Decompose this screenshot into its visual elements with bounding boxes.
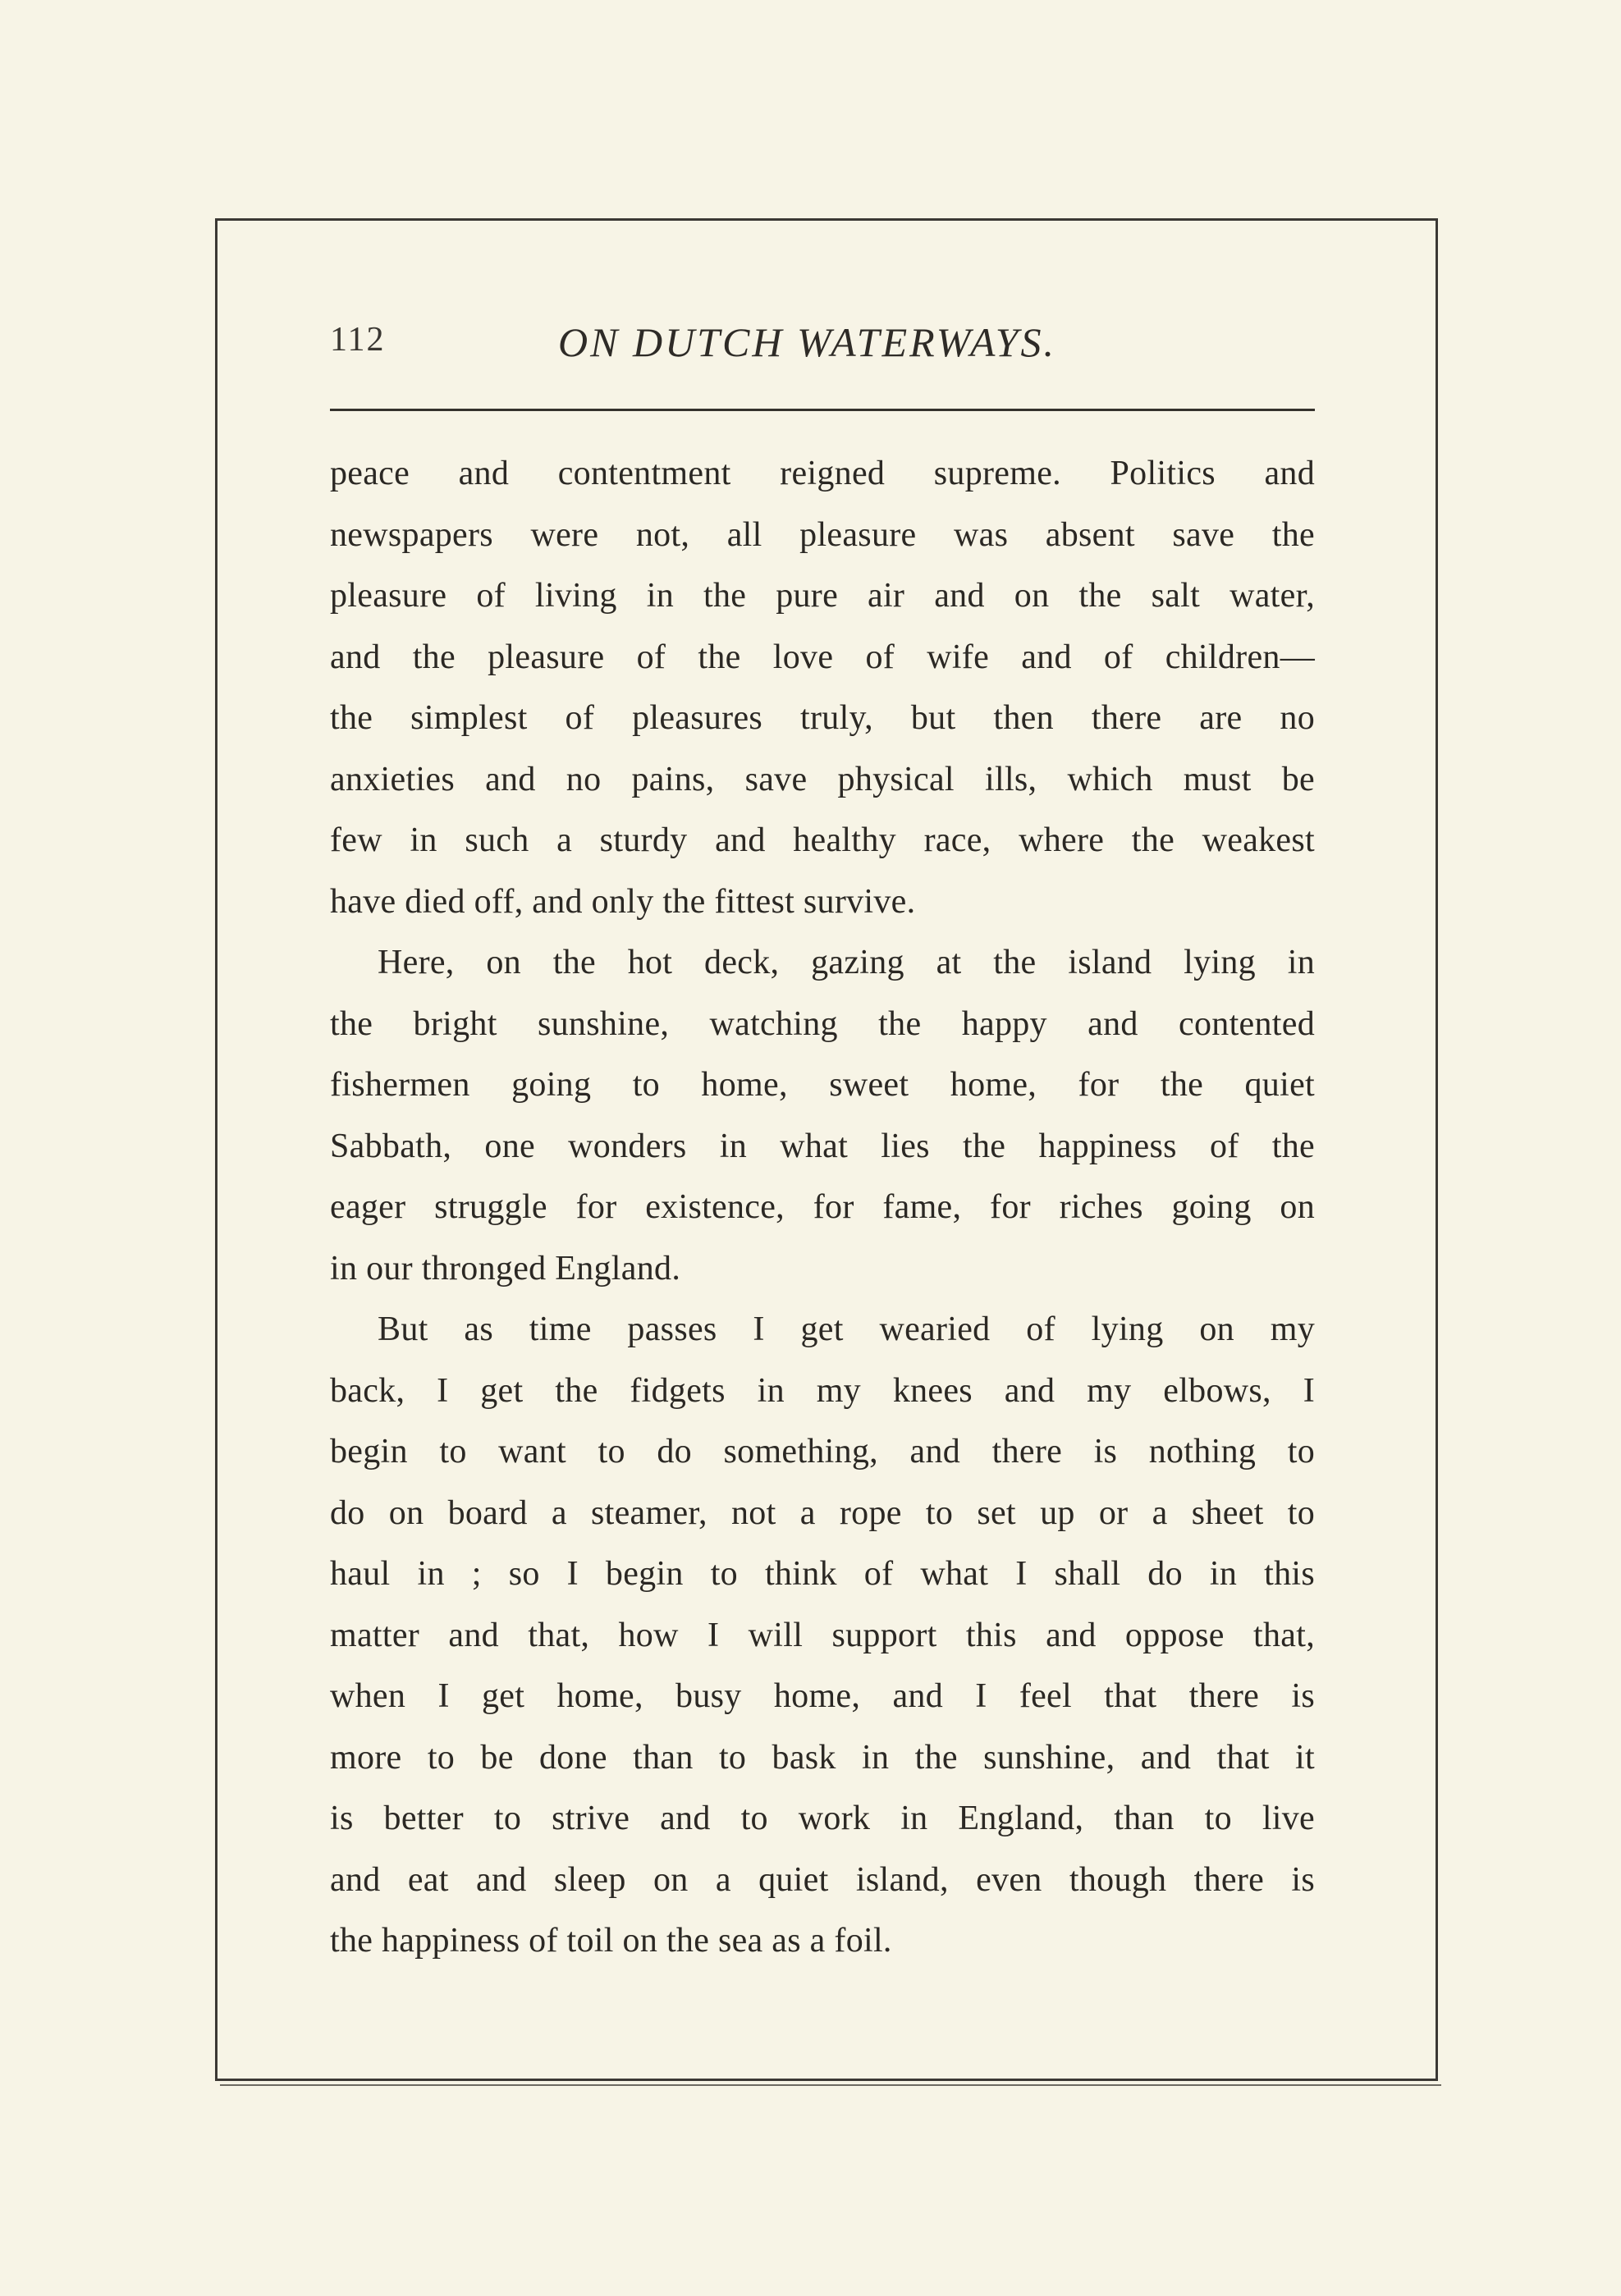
page-number: 112 [330,321,386,359]
text-line: pleasure of living in the pure air and on the salt water, [330,577,1315,615]
text-line: fishermen going to home, sweet home, for the quiet [330,1066,1315,1104]
text-line: back, I get the fidgets in my knees and my elbows, I [330,1371,1315,1410]
text-line: have died off, and only the fittest survive. [330,882,916,921]
text-line: matter and that, how I will support this and oppose that, [330,1616,1315,1654]
text-line: and eat and sleep on a quiet island, even though there is [330,1860,1315,1899]
text-line: and the pleasure of the love of wife and of children— [330,638,1315,676]
paragraph [330,1299,1315,1972]
text-line: in our thronged England. [330,1249,681,1287]
text-line: the simplest of pleasures truly, but then there are no [330,699,1315,737]
paragraph [330,443,1315,932]
text-line: the bright sunshine, watching the happy and contented [330,1004,1315,1043]
text-line: do on board a steamer, not a rope to set up or a sheet to [330,1493,1315,1532]
text-line: begin to want to do something, and there is nothing to [330,1433,1315,1470]
text-line: Here, on the hot deck, gazing at the island lying in [378,944,1315,981]
paragraph [330,932,1315,1299]
text-line: is better to strive and to work in England, than to live [330,1800,1315,1837]
text-line: But as time passes I get wearied of lying on my [378,1310,1315,1348]
text-line: peace and contentment reigned supreme. Politics and [330,455,1315,492]
text-line: newspapers were not, all pleasure was absent save the [330,515,1315,554]
running-head [330,318,1315,376]
page-border-shadow [220,2084,1441,2086]
text-line: haul in ; so I begin to think of what I shall do in this [330,1555,1315,1593]
text-line: the happiness of toil on the sea as a foil. [330,1922,892,1960]
text-line: few in such a sturdy and healthy race, where the weakest [330,821,1315,859]
text-line: Sabbath, one wonders in what lies the happiness of the [330,1127,1315,1165]
header-rule [330,409,1315,411]
text-line: when I get home, busy home, and I feel that there is [330,1677,1315,1715]
body-text [330,443,1315,1972]
running-title: ON DUTCH WATERWAYS. [558,319,1057,365]
text-line: eager struggle for existence, for fame, for riches going on [330,1188,1315,1226]
text-line: anxieties and no pains, save physical ills, which must be [330,760,1315,798]
text-line: more to be done than to bask in the sunshine, and that it [330,1738,1315,1777]
